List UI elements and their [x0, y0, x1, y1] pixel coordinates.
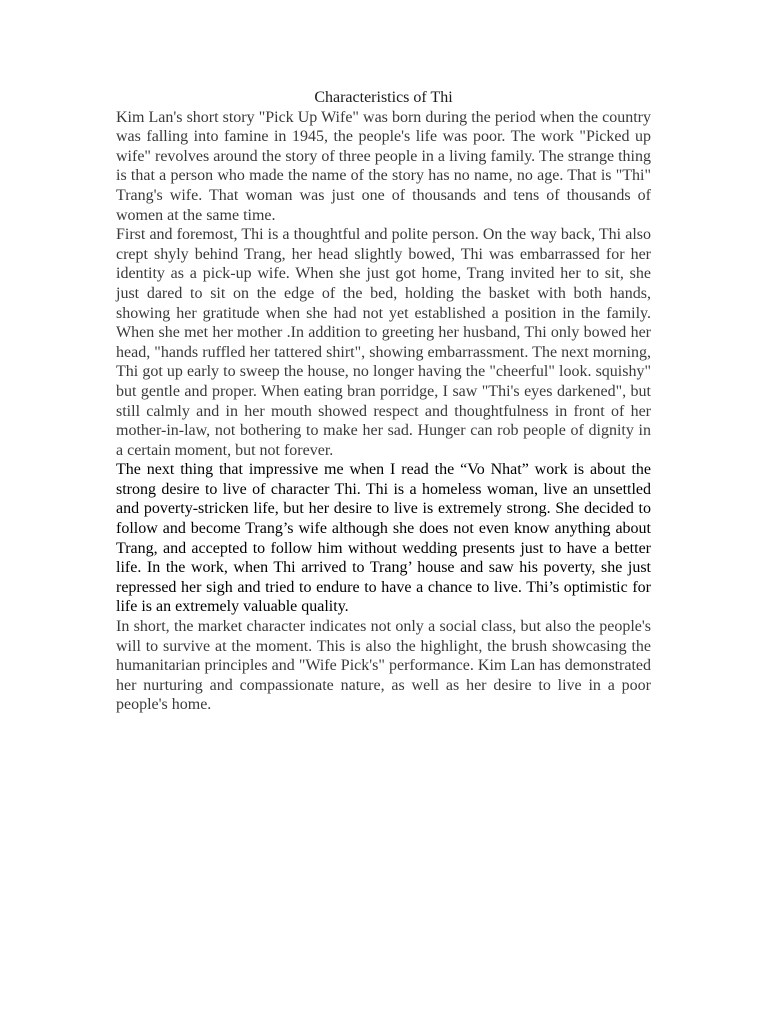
document-title: Characteristics of Thi	[314, 89, 453, 106]
document-page	[116, 88, 651, 715]
paragraph-introduction: Kim Lan's short story "Pick Up Wife" was born during the period when the country was falling into famine in 1945, the people's life was poor. The work "Picked up wife" revolves around the story of three people in a living family. The strange thing is that a person who made the name of the story has no name, no age. That is "Thi" Trang's wife. That woman was just one of thousands and tens of thousands of women at the same time.	[116, 108, 651, 224]
paragraph-conclusion: In short, the market character indicates not only a social class, but also the people's will to survive at the moment. This is also the highlight, the brush showcasing the humanitarian principles and "Wife Pick's" performance. Kim Lan has demonstrated her nurturing and compassionate nature, as well as her desire to live in a poor people's home.	[116, 618, 651, 714]
paragraph-thoughtful-polite: First and foremost, Thi is a thoughtful and polite person. On the way back, Thi also crept shyly behind Trang, her head slightly bowed, Thi was embarrassed for her identity as a pick-up wife. When she just got home, Trang invited her to sit, she just dared to sit on the edge of the bed, holding the basket with both hands, showing her gratitude when she had not yet established a position in the family. When she met her mother .In addition to greeting her husband, Thi only bowed her head, "hands ruffled her tattered shirt", showing embarrassment. The next morning, Thi got up early to sweep the house, no longer having the "cheerful" look. squishy" but gentle and proper. When eating bran porridge, I saw "Thi's eyes darkened", but still calmly and in her mouth showed respect and thoughtfulness in front of her mother-in-law, not bothering to make her sad. Hunger can rob people of dignity in a certain moment, but not forever.	[116, 226, 651, 459]
paragraph-desire-to-live: The next thing that impressive me when I read the “Vo Nhat” work is about the strong desire to live of character Thi. Thi is a homeless woman, live an unsettled and poverty-stricken life, but her desire to live is extremely strong. She decided to follow and become Trang’s wife although she does not even know anything about Trang, and accepted to follow him without wedding presents just to have a better life. In the work, when Thi arrived to Trang’ house and saw his poverty, she just repressed her sigh and tried to endure to have a chance to live. Thi’s optimistic for life is an extremely valuable quality.	[116, 461, 651, 616]
